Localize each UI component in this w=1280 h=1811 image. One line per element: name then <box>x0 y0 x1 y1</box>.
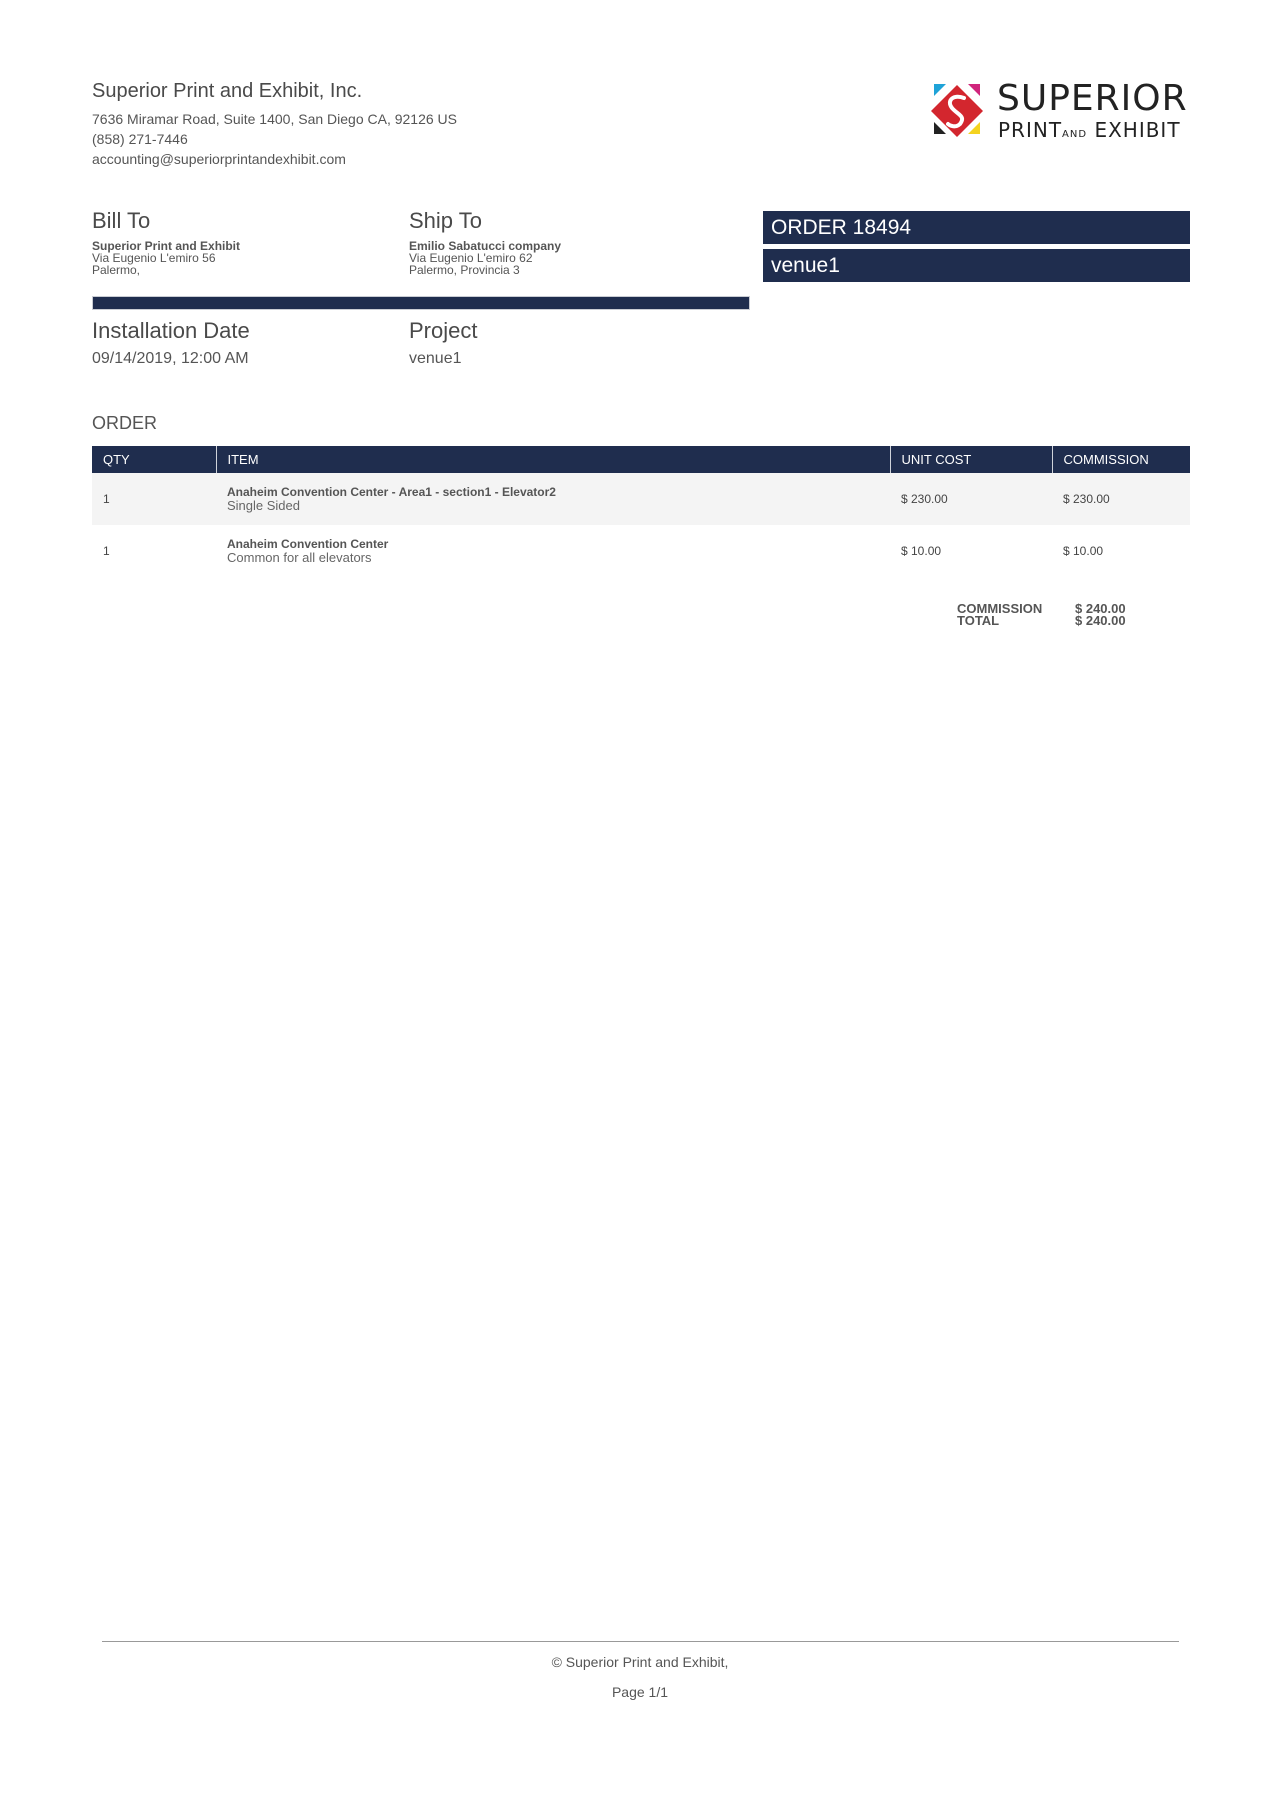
item-description: Single Sided <box>227 498 300 513</box>
row-item <box>216 525 890 577</box>
logo-word-print-and-exhibit: PRINTAND EXHIBIT <box>998 118 1181 142</box>
ship-to-line2: Palermo, Provincia 3 <box>409 263 520 277</box>
commission-total-label: COMMISSION <box>957 601 1043 616</box>
grand-total-row <box>957 615 1126 627</box>
project-value: venue1 <box>409 350 462 367</box>
order-items-table <box>92 446 1190 577</box>
ship-to-heading: Ship To <box>409 208 482 233</box>
bill-to-name: Superior Print and Exhibit <box>92 239 241 253</box>
order-section-label: ORDER <box>92 413 158 433</box>
item-name: Anaheim Convention Center - Area1 - section1 - Elevator2 <box>227 485 556 499</box>
bill-to-line1: Via Eugenio L'emiro 56 <box>92 251 216 265</box>
company-email: accounting@superiorprintandexhibit.com <box>92 151 346 167</box>
company-logo <box>928 78 1188 142</box>
column-header-qty: QTY <box>103 452 130 467</box>
row-unit-cost: $ 230.00 <box>901 492 948 506</box>
company-name: Superior Print and Exhibit, Inc. <box>92 80 363 102</box>
table-header-row <box>92 446 1190 473</box>
column-header-unit-cost: UNIT COST <box>890 446 1052 473</box>
grand-total-value: $ 240.00 <box>1075 613 1126 628</box>
column-header-commission: COMMISSION <box>1052 446 1190 473</box>
bill-to-section <box>92 208 240 276</box>
bill-to-heading: Bill To <box>92 208 151 233</box>
installation-section <box>92 318 250 368</box>
ship-to-section <box>409 208 561 276</box>
row-unit-cost: $ 10.00 <box>901 544 942 558</box>
logo-word-superior: SUPERIOR <box>997 78 1188 119</box>
order-number-banner: ORDER 18494 <box>763 211 1190 244</box>
item-name: Anaheim Convention Center <box>227 537 389 551</box>
company-address: 7636 Miramar Road, Suite 1400, San Diego CA, 92126 US <box>92 111 457 127</box>
logo-mark-icon <box>928 82 990 138</box>
project-heading: Project <box>409 318 478 343</box>
ship-to-line1: Via Eugenio L'emiro 62 <box>409 251 533 265</box>
order-totals <box>957 603 1126 627</box>
row-qty: 1 <box>103 544 110 558</box>
item-description: Common for all elevators <box>227 550 372 565</box>
installation-date: 09/14/2019, 12:00 AM <box>92 350 249 367</box>
row-item <box>216 473 890 525</box>
installation-heading: Installation Date <box>92 318 250 343</box>
company-phone: (858) 271-7446 <box>92 131 188 147</box>
grand-total-label: TOTAL <box>957 613 1000 628</box>
project-section <box>409 318 477 368</box>
row-qty: 1 <box>103 492 110 506</box>
bill-to-line2: Palermo, <box>92 263 141 277</box>
commission-total-value: $ 240.00 <box>1075 601 1126 616</box>
company-info <box>92 80 457 169</box>
row-commission: $ 10.00 <box>1063 544 1104 558</box>
footer-page-number: Page 1/1 <box>611 1684 669 1700</box>
row-commission: $ 230.00 <box>1063 492 1110 506</box>
order-venue-banner: venue1 <box>763 249 1190 282</box>
section-divider <box>92 296 750 310</box>
footer-divider <box>102 1641 1179 1642</box>
ship-to-name: Emilio Sabatucci company <box>409 239 562 253</box>
column-header-item: ITEM <box>216 446 890 473</box>
table-row <box>92 473 1190 525</box>
table-row <box>92 525 1190 577</box>
footer-copyright: © Superior Print and Exhibit, <box>551 1654 729 1670</box>
